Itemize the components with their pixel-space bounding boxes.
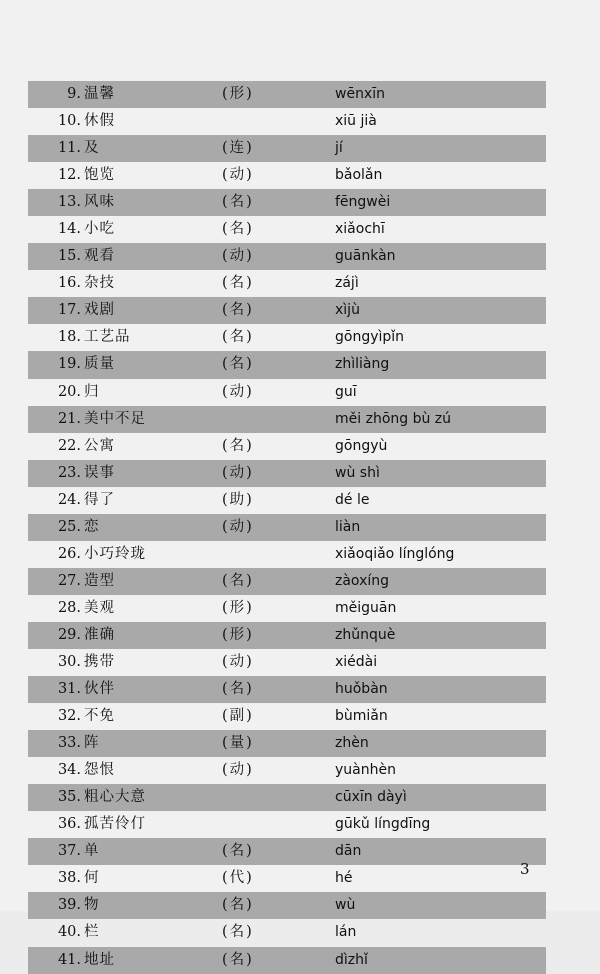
entry-number: 14. bbox=[57, 221, 81, 238]
vocabulary-row bbox=[28, 297, 546, 324]
entry-number: 36. bbox=[57, 816, 81, 833]
chinese-word: 地址 bbox=[84, 951, 115, 968]
entry-number: 31. bbox=[57, 681, 81, 698]
chinese-word: 伙伴 bbox=[84, 681, 115, 698]
part-of-speech: (动) bbox=[222, 248, 254, 265]
entry-number: 24. bbox=[57, 491, 81, 508]
vocabulary-row bbox=[28, 216, 546, 243]
chinese-word: 饱览 bbox=[84, 167, 115, 184]
part-of-speech: (名) bbox=[222, 329, 254, 346]
part-of-speech: (形) bbox=[222, 599, 254, 616]
part-of-speech: (副) bbox=[222, 708, 254, 725]
part-of-speech: (连) bbox=[222, 140, 254, 157]
part-of-speech: (名) bbox=[222, 302, 254, 319]
part-of-speech: (名) bbox=[222, 221, 254, 238]
pinyin: xiédài bbox=[335, 653, 378, 670]
vocabulary-row bbox=[28, 595, 546, 622]
vocabulary-row bbox=[28, 351, 546, 378]
chinese-word: 单 bbox=[84, 843, 100, 860]
chinese-word: 不免 bbox=[84, 708, 115, 725]
entry-number: 27. bbox=[57, 572, 81, 589]
part-of-speech: (名) bbox=[222, 437, 254, 454]
chinese-word: 阵 bbox=[84, 735, 100, 752]
vocabulary-row bbox=[28, 406, 546, 433]
vocabulary-table bbox=[28, 81, 546, 974]
pinyin: jí bbox=[335, 140, 343, 157]
chinese-word: 观看 bbox=[84, 248, 115, 265]
vocabulary-row bbox=[28, 676, 546, 703]
entry-number: 21. bbox=[57, 410, 81, 427]
pinyin: bǎolǎn bbox=[335, 167, 383, 184]
vocabulary-row bbox=[28, 865, 546, 892]
chinese-word: 及 bbox=[84, 140, 100, 157]
vocabulary-row bbox=[28, 730, 546, 757]
part-of-speech: (动) bbox=[222, 167, 254, 184]
vocabulary-row bbox=[28, 324, 546, 351]
part-of-speech: (动) bbox=[222, 762, 254, 779]
vocabulary-row bbox=[28, 649, 546, 676]
vocabulary-row bbox=[28, 757, 546, 784]
pinyin: gōngyù bbox=[335, 437, 388, 454]
entry-number: 39. bbox=[57, 897, 81, 914]
pinyin: cūxīn dàyì bbox=[335, 789, 407, 806]
pinyin: dìzhǐ bbox=[335, 951, 368, 968]
pinyin: dé le bbox=[335, 491, 370, 508]
pinyin: huǒbàn bbox=[335, 681, 388, 698]
entry-number: 18. bbox=[57, 329, 81, 346]
pinyin: bùmiǎn bbox=[335, 708, 388, 725]
vocabulary-row bbox=[28, 433, 546, 460]
vocabulary-row bbox=[28, 379, 546, 406]
chinese-word: 怨恨 bbox=[84, 762, 115, 779]
pinyin: lán bbox=[335, 924, 357, 941]
entry-number: 11. bbox=[57, 140, 81, 157]
chinese-word: 小吃 bbox=[84, 221, 115, 238]
pinyin: xìjù bbox=[335, 302, 360, 319]
part-of-speech: (量) bbox=[222, 735, 254, 752]
entry-number: 20. bbox=[57, 383, 81, 400]
entry-number: 28. bbox=[57, 599, 81, 616]
chinese-word: 美中不足 bbox=[84, 410, 146, 427]
entry-number: 10. bbox=[57, 113, 81, 130]
vocabulary-row bbox=[28, 189, 546, 216]
part-of-speech: (形) bbox=[222, 626, 254, 643]
vocabulary-row bbox=[28, 892, 546, 919]
entry-number: 23. bbox=[57, 464, 81, 481]
pinyin: xiǎochī bbox=[335, 221, 385, 238]
part-of-speech: (名) bbox=[222, 843, 254, 860]
entry-number: 13. bbox=[57, 194, 81, 211]
vocabulary-row bbox=[28, 135, 546, 162]
chinese-word: 风味 bbox=[84, 194, 115, 211]
part-of-speech: (名) bbox=[222, 924, 254, 941]
chinese-word: 造型 bbox=[84, 572, 115, 589]
chinese-word: 栏 bbox=[84, 924, 100, 941]
vocabulary-row bbox=[28, 108, 546, 135]
vocabulary-row bbox=[28, 243, 546, 270]
entry-number: 22. bbox=[57, 437, 81, 454]
pinyin: yuànhèn bbox=[335, 762, 396, 779]
entry-number: 37. bbox=[57, 843, 81, 860]
entry-number: 29. bbox=[57, 626, 81, 643]
entry-number: 25. bbox=[57, 518, 81, 535]
entry-number: 26. bbox=[57, 545, 81, 562]
pinyin: měi zhōng bù zú bbox=[335, 410, 452, 427]
pinyin: zhìliàng bbox=[335, 356, 390, 373]
vocabulary-row bbox=[28, 487, 546, 514]
part-of-speech: (动) bbox=[222, 653, 254, 670]
vocabulary-row bbox=[28, 460, 546, 487]
part-of-speech: (名) bbox=[222, 356, 254, 373]
entry-number: 40. bbox=[57, 924, 81, 941]
chinese-word: 恋 bbox=[84, 518, 100, 535]
part-of-speech: (动) bbox=[222, 383, 254, 400]
entry-number: 35. bbox=[57, 789, 81, 806]
pinyin: gūkǔ língdīng bbox=[335, 816, 431, 833]
pinyin: guānkàn bbox=[335, 248, 396, 265]
part-of-speech: (动) bbox=[222, 518, 254, 535]
pinyin: měiguān bbox=[335, 599, 397, 616]
chinese-word: 休假 bbox=[84, 113, 115, 130]
entry-number: 38. bbox=[57, 870, 81, 887]
pinyin: xiǎoqiǎo línglóng bbox=[335, 545, 455, 562]
vocabulary-row bbox=[28, 541, 546, 568]
chinese-word: 质量 bbox=[84, 356, 115, 373]
entry-number: 33. bbox=[57, 735, 81, 752]
chinese-word: 粗心大意 bbox=[84, 789, 146, 806]
entry-number: 32. bbox=[57, 708, 81, 725]
chinese-word: 小巧玲珑 bbox=[84, 545, 146, 562]
chinese-word: 杂技 bbox=[84, 275, 115, 292]
part-of-speech: (名) bbox=[222, 275, 254, 292]
part-of-speech: (形) bbox=[222, 86, 254, 102]
vocabulary-row bbox=[28, 919, 546, 946]
chinese-word: 美观 bbox=[84, 599, 115, 616]
chinese-word: 温馨 bbox=[84, 86, 115, 102]
vocabulary-row bbox=[28, 947, 546, 974]
pinyin: wù bbox=[335, 897, 356, 914]
part-of-speech: (代) bbox=[222, 870, 254, 887]
entry-number: 9. bbox=[67, 86, 81, 102]
vocabulary-row bbox=[28, 568, 546, 595]
entry-number: 17. bbox=[57, 302, 81, 319]
part-of-speech: (名) bbox=[222, 951, 254, 968]
vocabulary-row bbox=[28, 162, 546, 189]
chinese-word: 孤苦伶仃 bbox=[84, 816, 146, 833]
part-of-speech: (名) bbox=[222, 897, 254, 914]
pinyin: gōngyìpǐn bbox=[335, 329, 405, 346]
part-of-speech: (名) bbox=[222, 572, 254, 589]
pinyin: guī bbox=[335, 383, 357, 400]
vocabulary-row bbox=[28, 81, 546, 108]
part-of-speech: (助) bbox=[222, 491, 254, 508]
part-of-speech: (名) bbox=[222, 194, 254, 211]
vocabulary-row bbox=[28, 838, 546, 865]
chinese-word: 准确 bbox=[84, 626, 115, 643]
vocabulary-row bbox=[28, 784, 546, 811]
pinyin: zhǔnquè bbox=[335, 626, 396, 643]
chinese-word: 何 bbox=[84, 870, 100, 887]
pinyin: wù shì bbox=[335, 464, 380, 481]
entry-number: 16. bbox=[57, 275, 81, 292]
chinese-word: 得了 bbox=[84, 491, 115, 508]
vocabulary-row bbox=[28, 703, 546, 730]
pinyin: dān bbox=[335, 843, 362, 860]
vocabulary-row bbox=[28, 270, 546, 297]
entry-number: 19. bbox=[57, 356, 81, 373]
entry-number: 41. bbox=[57, 951, 81, 968]
chinese-word: 归 bbox=[84, 383, 100, 400]
vocabulary-row bbox=[28, 622, 546, 649]
vocabulary-row bbox=[28, 514, 546, 541]
chinese-word: 携带 bbox=[84, 653, 115, 670]
pinyin: zàoxíng bbox=[335, 572, 389, 589]
page-number: 3 bbox=[520, 860, 530, 878]
pinyin: fēngwèi bbox=[335, 194, 391, 211]
pinyin: xiū jià bbox=[335, 113, 377, 130]
chinese-word: 公寓 bbox=[84, 437, 115, 454]
part-of-speech: (动) bbox=[222, 464, 254, 481]
chinese-word: 误事 bbox=[84, 464, 115, 481]
vocabulary-row bbox=[28, 811, 546, 838]
chinese-word: 戏剧 bbox=[84, 302, 115, 319]
pinyin: zájì bbox=[335, 275, 359, 292]
part-of-speech: (名) bbox=[222, 681, 254, 698]
chinese-word: 工艺品 bbox=[84, 329, 131, 346]
pinyin: hé bbox=[335, 870, 353, 887]
pinyin: liàn bbox=[335, 518, 361, 535]
pinyin: zhèn bbox=[335, 735, 369, 752]
entry-number: 34. bbox=[57, 762, 81, 779]
entry-number: 15. bbox=[57, 248, 81, 265]
entry-number: 30. bbox=[57, 653, 81, 670]
entry-number: 12. bbox=[57, 167, 81, 184]
pinyin: wēnxīn bbox=[335, 86, 385, 102]
chinese-word: 物 bbox=[84, 897, 100, 914]
